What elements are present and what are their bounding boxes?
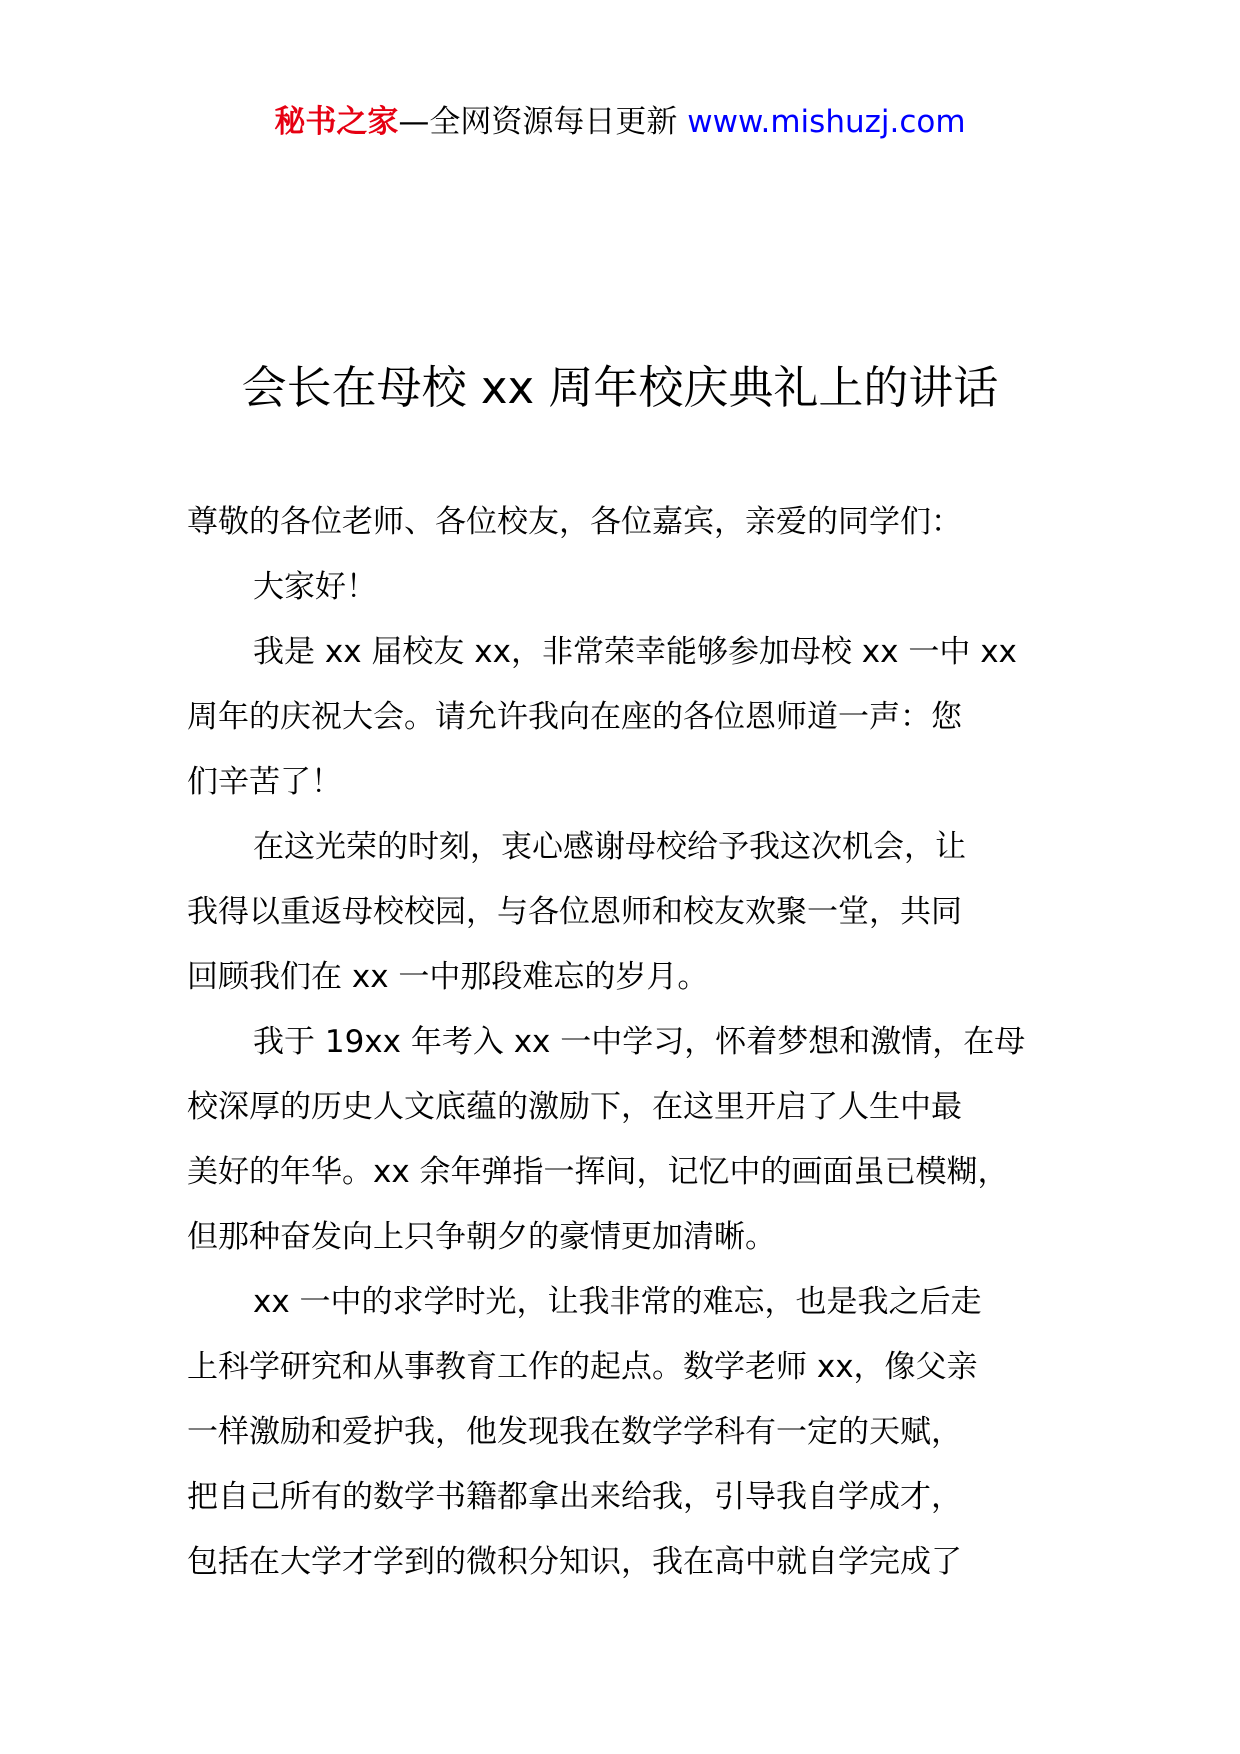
text-line: 大家好！ bbox=[253, 569, 377, 605]
text-line: 在这光荣的时刻，衷心感谢母校给予我这次机会，让 bbox=[253, 829, 966, 865]
text-line: 把自己所有的数学书籍都拿出来给我，引导我自学成才， bbox=[187, 1479, 962, 1515]
text-line: 我于 19xx 年考入 xx 一中学习，怀着梦想和激情，在母 bbox=[253, 1024, 1026, 1060]
text-line: 尊敬的各位老师、各位校友，各位嘉宾，亲爱的同学们： bbox=[187, 504, 962, 540]
text-line: 包括在大学才学到的微积分知识，我在高中就自学完成了 bbox=[187, 1544, 962, 1580]
text-line: 一样激励和爱护我，他发现我在数学学科有一定的天赋， bbox=[187, 1414, 962, 1450]
text-line: 周年的庆祝大会。请允许我向在座的各位恩师道一声：您 bbox=[187, 699, 962, 735]
text-line: 我得以重返母校校园，与各位恩师和校友欢聚一堂，共同 bbox=[187, 894, 962, 930]
site-url-link[interactable]: www.mishuzj.com bbox=[687, 104, 966, 140]
text-line: 们辛苦了！ bbox=[187, 764, 342, 800]
document-title: 会长在母校 xx 周年校庆典礼上的讲话 bbox=[241, 361, 999, 414]
text-line: 但那种奋发向上只争朝夕的豪情更加清晰。 bbox=[187, 1219, 776, 1255]
text-line: 我是 xx 届校友 xx，非常荣幸能够参加母校 xx 一中 xx bbox=[253, 634, 1017, 670]
brand-name: 秘书之家 bbox=[274, 104, 399, 140]
page-header bbox=[0, 100, 1240, 144]
header-tagline: —全网资源每日更新 bbox=[398, 104, 678, 140]
text-line: 校深厚的历史人文底蕴的激励下，在这里开启了人生中最 bbox=[187, 1089, 962, 1125]
text-line: xx 一中的求学时光，让我非常的难忘，也是我之后走 bbox=[253, 1284, 982, 1320]
text-line: 美好的年华。xx 余年弹指一挥间，记忆中的画面虽已模糊， bbox=[187, 1154, 1009, 1190]
text-line: 上科学研究和从事教育工作的起点。数学老师 xx，像父亲 bbox=[187, 1349, 978, 1385]
text-line: 回顾我们在 xx 一中那段难忘的岁月。 bbox=[187, 959, 709, 995]
document-body bbox=[187, 490, 1092, 1595]
